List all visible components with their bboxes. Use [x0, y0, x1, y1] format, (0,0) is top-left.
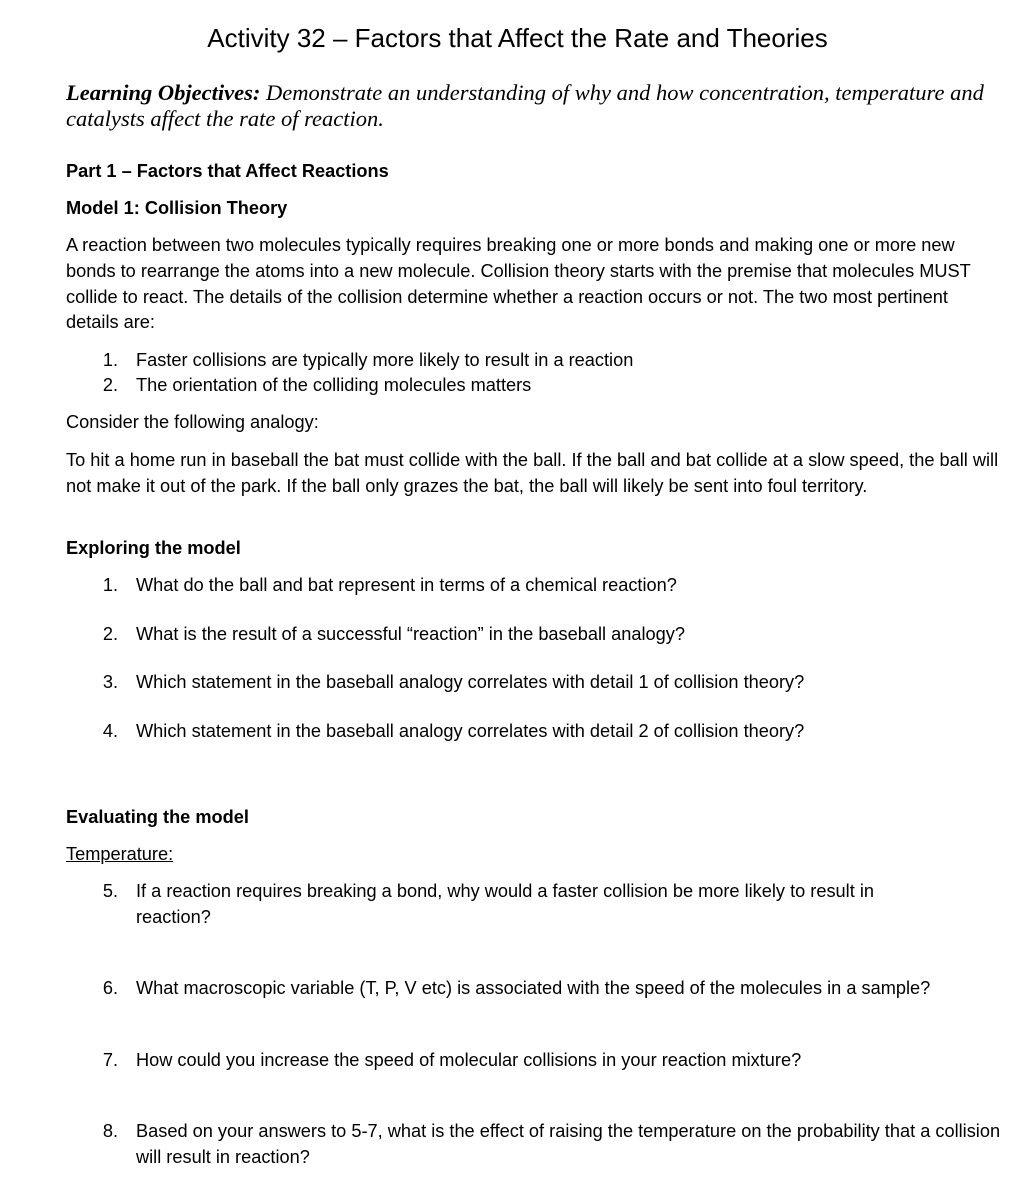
question-number: 2. — [102, 624, 118, 644]
question-number: 6. — [102, 978, 118, 998]
detail-number: 1. — [102, 350, 118, 370]
question-number: 7. — [102, 1050, 118, 1070]
part1-heading: Part 1 – Factors that Affect Reactions — [66, 161, 389, 181]
question-text: What is the result of a successful “reaction” in the baseball analogy? — [136, 624, 685, 644]
question-number: 1. — [102, 575, 118, 595]
detail-text: The orientation of the colliding molecules matters — [136, 375, 532, 395]
analogy-paragraph: To hit a home run in baseball the bat must collide with the ball. If the ball and bat collide at a slow speed, the ball will not make it out of the park. If the ball only grazes the bat, the ball will likely be sent into foul territory. — [66, 450, 999, 496]
question-text: Which statement in the baseball analogy correlates with detail 1 of collision theory? — [136, 672, 805, 692]
question-text: What do the ball and bat represent in terms of a chemical reaction? — [136, 575, 677, 595]
question-number: 3. — [102, 672, 118, 692]
temperature-heading: Temperature: — [66, 844, 174, 864]
question-text: Which statement in the baseball analogy correlates with detail 2 of collision theory? — [136, 721, 805, 741]
page-title: Activity 32 – Factors that Affect the Rate and Theories — [207, 23, 828, 53]
question-number: 8. — [102, 1121, 118, 1141]
detail-number: 2. — [102, 375, 118, 395]
exploring-heading: Exploring the model — [66, 538, 241, 558]
question-text: What macroscopic variable (T, P, V etc) is associated with the speed of the molecules in a sample? — [136, 978, 931, 998]
analogy-intro: Consider the following analogy: — [66, 412, 319, 432]
model1-heading: Model 1: Collision Theory — [66, 198, 288, 218]
learning-objectives-label: Learning Objectives: — [66, 80, 261, 105]
learning-objectives-text: Demonstrate an understanding of why and how concentration, temperature and catalysts affect the rate of reaction. — [66, 80, 984, 131]
question-text: If a reaction requires breaking a bond, why would a faster collision be more likely to result in reaction? — [136, 881, 874, 927]
question-text: How could you increase the speed of molecular collisions in your reaction mixture? — [136, 1050, 802, 1070]
question-text: Based on your answers to 5-7, what is the effect of raising the temperature on the probability that a collision will result in reaction? — [136, 1121, 1001, 1167]
detail-text: Faster collisions are typically more likely to result in a reaction — [136, 350, 634, 370]
question-number: 5. — [102, 881, 118, 901]
evaluating-heading: Evaluating the model — [66, 807, 249, 827]
learning-objectives — [66, 80, 986, 132]
question-number: 4. — [102, 721, 118, 741]
model1-paragraph: A reaction between two molecules typically requires breaking one or more bonds and making one or more new bonds to rearrange the atoms into a new molecule. Collision theory starts with the premise that molecules MUST collide to react. The details of the collision determine whether a reaction occurs or not. The two most pertinent details are: — [66, 235, 971, 333]
